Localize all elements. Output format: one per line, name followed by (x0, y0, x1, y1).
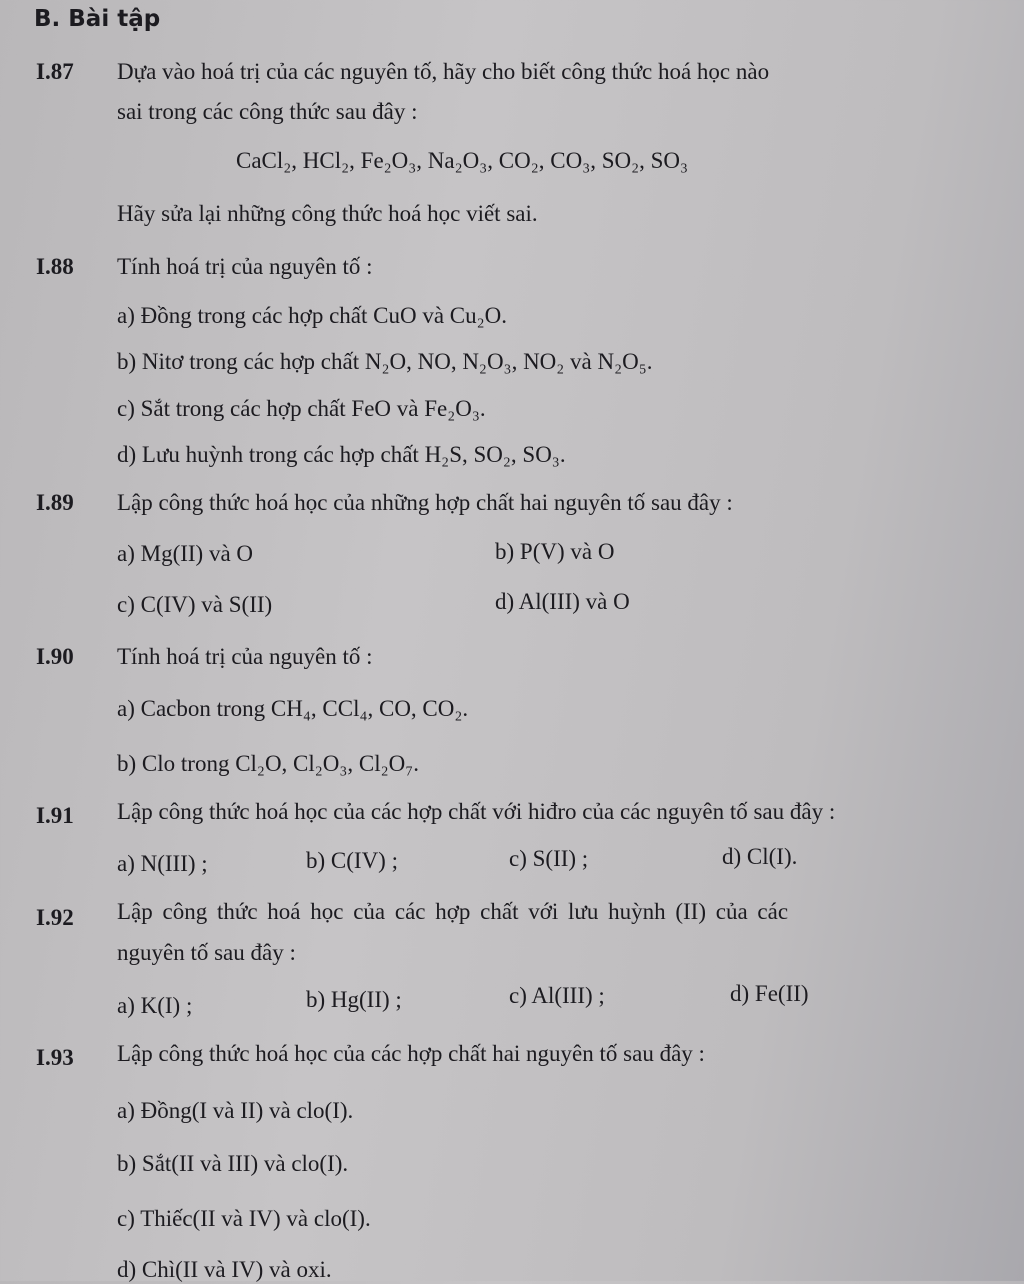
exercise-192-item-a: a) K(I) ; (117, 993, 193, 1018)
exercise-193-item-b: b) Sắt(II và III) và clo(I). (117, 1151, 349, 1176)
exercise-191-item-a: a) N(III) ; (117, 851, 208, 876)
exercise-193-item-a: a) Đồng(I và II) và clo(I). (117, 1098, 354, 1123)
exercise-number-189: I.89 (36, 490, 74, 515)
exercise-188-item-b: b) Nitơ trong các hợp chất N₂O, NO, N₂O₃, NO₂ và N₂O₅. (117, 349, 653, 374)
exercise-192-item-c: c) Al(III) ; (509, 983, 605, 1008)
exercise-189-intro: Lập công thức hoá học của những hợp chất hai nguyên tố sau đây : (117, 490, 733, 515)
exercise-192-intro: Lập công thức hoá học của các hợp chất với lưu huỳnh (II) của các (117, 899, 789, 924)
exercise-number-188: I.88 (36, 254, 74, 279)
exercise-191-item-b: b) C(IV) ; (306, 848, 398, 873)
exercise-187-intro-cont: sai trong các công thức sau đây : (117, 99, 418, 124)
exercise-190-intro: Tính hoá trị của nguyên tố : (117, 644, 373, 669)
exercise-number-190: I.90 (36, 644, 74, 669)
exercise-192-intro-cont: nguyên tố sau đây : (117, 940, 296, 965)
exercise-187-formulas: CaCl₂, HCl₂, Fe₂O₃, Na₂O₃, CO₂, CO₃, SO₂, SO₃ (236, 148, 689, 173)
exercise-189-item-b: b) P(V) và O (495, 539, 615, 564)
exercise-189-item-d: d) Al(III) và O (495, 589, 630, 614)
exercise-189-item-a: a) Mg(II) và O (117, 541, 254, 566)
exercise-number-192: I.92 (36, 905, 74, 930)
exercise-188-item-c: c) Sắt trong các hợp chất FeO và Fe₂O₃. (117, 396, 486, 421)
exercise-188-intro: Tính hoá trị của nguyên tố : (117, 254, 373, 279)
exercise-191-item-c: c) S(II) ; (509, 846, 589, 871)
exercise-193-item-c: c) Thiếc(II và IV) và clo(I). (117, 1206, 371, 1231)
exercise-number-191: I.91 (36, 803, 74, 828)
exercise-number-187: I.87 (36, 59, 74, 84)
exercise-188-item-d: d) Lưu huỳnh trong các hợp chất H₂S, SO₂, SO₃. (117, 442, 566, 467)
exercise-192-item-d: d) Fe(II) (730, 981, 809, 1006)
exercise-187-note: Hãy sửa lại những công thức hoá học viết sai. (117, 201, 538, 226)
exercise-188-item-a: a) Đồng trong các hợp chất CuO và Cu₂O. (117, 303, 508, 328)
exercise-193-intro: Lập công thức hoá học của các hợp chất hai nguyên tố sau đây : (117, 1041, 705, 1066)
exercise-190-item-a: a) Cacbon trong CH₄, CCl₄, CO, CO₂. (117, 696, 469, 721)
exercise-number-193: I.93 (36, 1045, 74, 1070)
exercise-187-intro: Dựa vào hoá trị của các nguyên tố, hãy cho biết công thức hoá học nào (117, 59, 770, 84)
exercise-190-item-b: b) Clo trong Cl₂O, Cl₂O₃, Cl₂O₇. (117, 751, 420, 776)
exercise-191-item-d: d) Cl(I). (722, 844, 798, 869)
exercise-193-item-d: d) Chì(II và IV) và oxi. (117, 1257, 332, 1282)
exercise-189-item-c: c) C(IV) và S(II) (117, 592, 273, 617)
section-title: B. Bài tập (34, 6, 161, 32)
exercise-191-intro: Lập công thức hoá học của các hợp chất với hiđro của các nguyên tố sau đây : (117, 799, 836, 824)
exercise-192-item-b: b) Hg(II) ; (306, 987, 402, 1012)
